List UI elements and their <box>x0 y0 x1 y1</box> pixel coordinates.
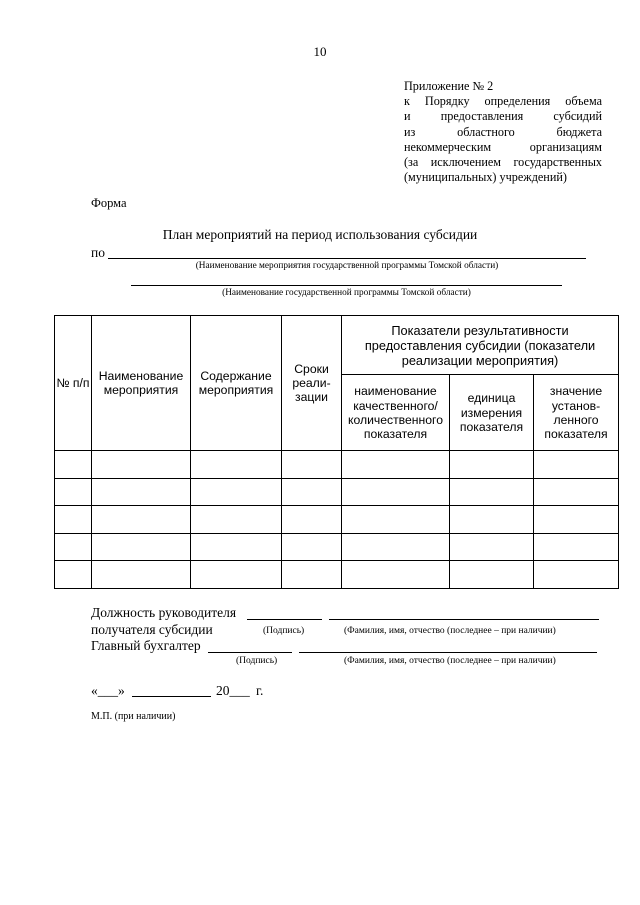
head-signature-line[interactable] <box>247 619 322 620</box>
header-terms: Сроки реали-зации <box>282 316 342 451</box>
table-row <box>55 561 619 589</box>
po-label: по <box>91 245 105 260</box>
table-cell[interactable] <box>282 533 342 561</box>
table-cell[interactable] <box>191 561 282 589</box>
table-cell[interactable] <box>191 533 282 561</box>
fio-caption: (Фамилия, имя, отчество (последнее – при наличии) <box>344 626 556 636</box>
chief-accountant-label: Главный бухгалтер <box>91 638 201 653</box>
table-cell[interactable] <box>282 451 342 479</box>
table-cell[interactable] <box>534 451 619 479</box>
table-cell[interactable] <box>450 506 534 534</box>
table-cell[interactable] <box>450 478 534 506</box>
table-cell[interactable] <box>450 533 534 561</box>
event-name-caption: (Наименование мероприятия государственной программы Томской области) <box>195 261 499 271</box>
table-cell[interactable] <box>342 478 450 506</box>
appendix-line: из областного бюджета <box>404 124 602 139</box>
date-year-suffix: г. <box>256 683 264 698</box>
header-indicators: Показатели результативности предоставления субсидии (показатели реализации мероприятия) <box>342 316 619 375</box>
head-fio-line[interactable] <box>329 619 599 620</box>
form-label: Форма <box>91 196 127 210</box>
table-cell[interactable] <box>534 533 619 561</box>
signature-caption: (Подпись) <box>263 626 305 636</box>
appendix-line: некоммерческим организациям <box>404 139 602 154</box>
appendix-line: (за исключением государственных <box>404 155 602 170</box>
date-year[interactable]: 20___ <box>216 683 250 698</box>
table-cell[interactable] <box>450 451 534 479</box>
event-name-line[interactable] <box>108 258 586 259</box>
head-position-label: Должность руководителя <box>91 605 237 620</box>
header-indicator-name: наименование качественного/ количественного показателя <box>342 375 450 451</box>
appendix-line: (муниципальных) учреждений) <box>404 170 567 185</box>
table-cell[interactable] <box>55 478 92 506</box>
table-row <box>55 533 619 561</box>
header-indicator-unit: единица измерения показателя <box>450 375 534 451</box>
table-cell[interactable] <box>92 533 191 561</box>
table-cell[interactable] <box>534 561 619 589</box>
header-num: № п/п <box>55 316 92 451</box>
program-name-caption: (Наименование государственной программы Томской области) <box>222 288 471 298</box>
table-cell[interactable] <box>92 451 191 479</box>
plan-title: План мероприятий на период использования субсидии <box>162 227 478 242</box>
table-cell[interactable] <box>534 478 619 506</box>
header-indicator-value: значение установ-ленного показателя <box>534 375 619 451</box>
recipient-label: получателя субсидии <box>91 622 213 637</box>
table-row <box>55 478 619 506</box>
table-row <box>55 506 619 534</box>
table-cell[interactable] <box>92 506 191 534</box>
stamp-label: М.П. (при наличии) <box>91 711 176 722</box>
table-cell[interactable] <box>342 561 450 589</box>
table-cell[interactable] <box>282 478 342 506</box>
accountant-signature-line[interactable] <box>208 652 292 653</box>
table-cell[interactable] <box>55 506 92 534</box>
table-cell[interactable] <box>342 533 450 561</box>
appendix-line: к Порядку определения объема <box>404 94 602 109</box>
table-cell[interactable] <box>191 451 282 479</box>
date-month-line[interactable] <box>132 696 211 697</box>
table-cell[interactable] <box>342 451 450 479</box>
program-name-line[interactable] <box>131 285 562 286</box>
appendix-line: и предоставления субсидий <box>404 109 602 124</box>
appendix-block <box>404 79 602 185</box>
table-cell[interactable] <box>282 561 342 589</box>
appendix-line: Приложение № 2 <box>404 79 494 93</box>
table-cell[interactable] <box>342 506 450 534</box>
table-row <box>55 451 619 479</box>
date-day[interactable]: «___» <box>91 683 125 698</box>
plan-table <box>54 315 619 589</box>
table-cell[interactable] <box>55 451 92 479</box>
table-cell[interactable] <box>534 506 619 534</box>
table-cell[interactable] <box>55 533 92 561</box>
header-event-content: Содержание мероприятия <box>191 316 282 451</box>
table-cell[interactable] <box>92 478 191 506</box>
table-cell[interactable] <box>191 506 282 534</box>
table-cell[interactable] <box>55 561 92 589</box>
table-cell[interactable] <box>92 561 191 589</box>
page-number: 10 <box>313 44 327 59</box>
table-cell[interactable] <box>191 478 282 506</box>
accountant-fio-line[interactable] <box>299 652 597 653</box>
fio-caption: (Фамилия, имя, отчество (последнее – при наличии) <box>344 656 556 666</box>
table-cell[interactable] <box>450 561 534 589</box>
table-cell[interactable] <box>282 506 342 534</box>
header-event-name: Наименование мероприятия <box>92 316 191 451</box>
signature-caption: (Подпись) <box>236 656 278 666</box>
